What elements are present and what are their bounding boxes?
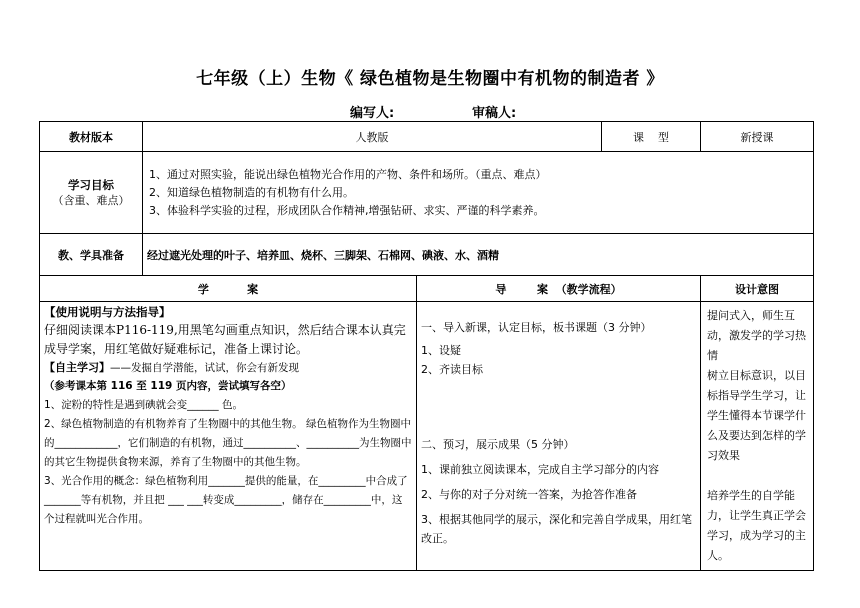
goals-label: 学习目标 [68,177,114,192]
question-3: 3、光合作用的概念：绿色植物利用_______提供的能量，在_________中合成了 _______等有机物，并且把 ___ ___转变成_________，储存在_________中，这个过程就叫光合作用。 [44,475,408,525]
usage-title: 【使用说明与方法指导】 [44,305,171,319]
guide-step-1-item: 2、齐读目标 [421,363,483,376]
textbook-value: 人教版 [143,122,602,152]
lesson-type-label: 课 型 [602,122,701,152]
design-intent-2: 树立目标意识，以目标指导学生学习，让学生懂得本节课学什么及要达到怎样的学习效果 [707,369,806,462]
guide-header: 导 案 （教学流程） [417,276,701,302]
guide-step-1-title: 一、导入新课，认定目标，板书课题（3 分钟） [421,321,652,334]
question-2: 2、绿色植物制造的有机物养育了生物圈中的其他生物。 绿色植物作为生物圈中的____________，它们制造的有机物，通过__________、__________为生物圈中的其它生物提供食物来源，养育了生物圈中的其他生物。 [44,418,412,468]
goal-item: 1、通过对照实验，能说出绿色植物光合作用的产物、条件和场所。（重点、难点） [149,167,547,181]
self-study-text: ——发掘自学潜能，试试，你会有新发现 [110,362,299,374]
study-header: 学 案 [40,276,417,302]
self-study-title: 【自主学习】 [44,361,110,374]
document-title: 七年级（上）生物《 绿色植物是生物圈中有机物的制造者 》 [196,69,664,89]
guide-step-1-item: 1、设疑 [421,344,461,357]
design-column [701,302,814,571]
goal-item: 3、体验科学实验的过程，形成团队合作精神,增强钻研、求实、严谨的科学素养。 [149,203,545,217]
guide-step-2-item: 2、与你的对子分对统一答案，为抢答作准备 [421,488,637,501]
prep-value: 经过遮光处理的叶子、培养皿、烧杯、三脚架、石棉网、碘液、水、酒精 [143,234,814,276]
goal-item: 2、知道绿色植物制造的有机物有什么用。 [149,185,354,199]
goals-row [40,152,814,234]
goals-label-cell [40,152,143,234]
reference-note: （参考课本第 116 至 119 页内容，尝试填写各空） [44,380,292,392]
design-header: 设计意图 [701,276,814,302]
guide-column [417,302,701,571]
question-1: 1、淀粉的特性是遇到碘就会变______ 色。 [44,399,244,411]
lesson-type-value: 新授课 [701,122,814,152]
reviewer-label: 审稿人: [472,106,517,121]
goals-content [143,152,814,234]
content-row [40,302,814,571]
prep-label: 教、学具准备 [40,234,143,276]
guide-step-2-title: 二、预习，展示成果（5 分钟） [421,438,575,451]
design-intent-3: 培养学生的自学能力，让学生真正学会学习，成为学习的主人。 [707,489,806,562]
guide-step-2-item: 3、根据其他同学的展示，深化和完善自学成果，用红笔改正。 [421,513,692,545]
author-label: 编写人: [350,106,395,121]
design-intent-1: 提问式入，师生互动，激发学的学习热情 [707,309,806,362]
section-header-row [40,276,814,302]
study-column [40,302,417,571]
guide-step-2-item: 1、课前独立阅读课本，完成自主学习部分的内容 [421,463,659,476]
usage-text: 仔细阅读课本P116-119,用黑笔勾画重点知识，然后结合课本认真完成导学案，用红笔做好疑难标记，准备上课讨论。 [44,323,406,356]
textbook-label: 教材版本 [40,122,143,152]
goals-sublabel: （含重、难点） [52,193,130,207]
self-study-line [44,359,412,377]
textbook-row [40,122,814,152]
prep-row [40,234,814,276]
lesson-plan-table [39,121,814,571]
